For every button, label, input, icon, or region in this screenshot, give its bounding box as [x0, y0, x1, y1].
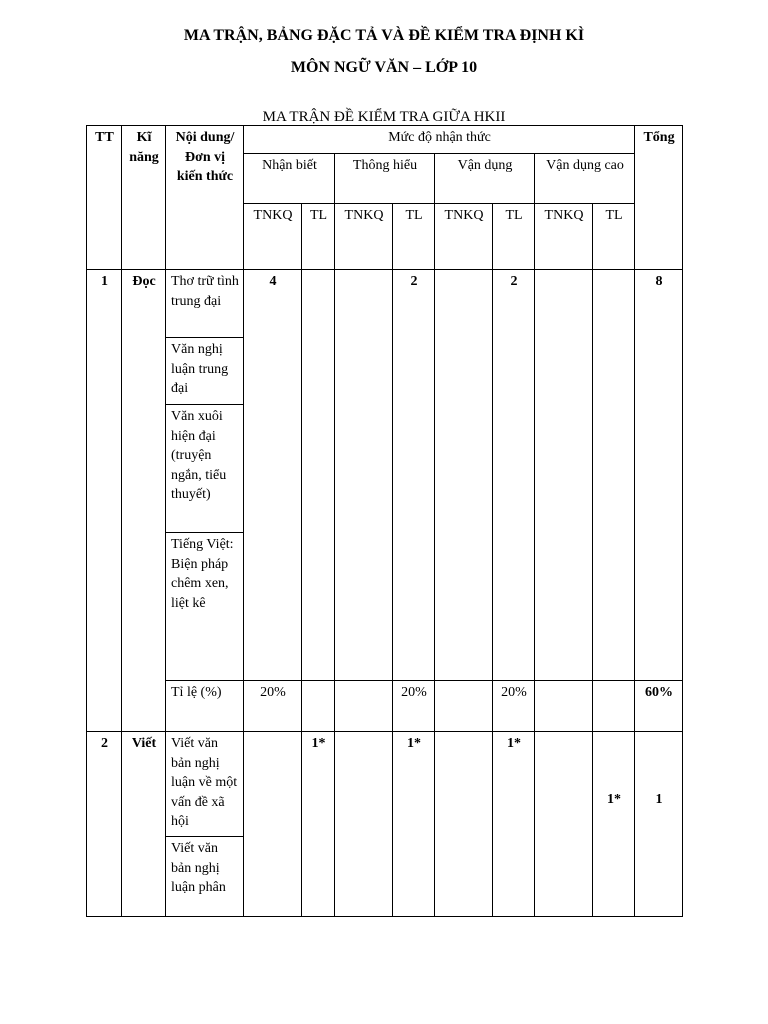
- section1-content-4: Tiếng Việt: Biện pháp chêm xen, liệt kê: [166, 533, 244, 681]
- section2-content-1: Viết văn bản nghị luận về một vấn đề xã hội: [166, 732, 244, 837]
- section2-vd-tnkq: [435, 732, 493, 917]
- document-title: MA TRẬN, BẢNG ĐẶC TẢ VÀ ĐỀ KIỂM TRA ĐỊNH KÌ: [183, 27, 585, 44]
- section2-skill: Viết: [122, 732, 166, 917]
- section1-ratio-vd-tl: 20%: [493, 681, 535, 732]
- section1-ratio-label: Tỉ lệ (%): [166, 681, 244, 732]
- section1-th-tnkq: [335, 270, 393, 681]
- header-sub-tnkq: TNKQ: [535, 204, 593, 270]
- table-title: MA TRẬN ĐỀ KIỂM TRA GIỮA HKII: [262, 109, 506, 125]
- section1-vdc-tnkq: [535, 270, 593, 681]
- section1-skill: Đọc: [122, 270, 166, 732]
- section1-vd-tl: 2: [493, 270, 535, 681]
- header-level-thong-hieu: Thông hiểu: [335, 154, 435, 204]
- section2-vdc-tnkq: [535, 732, 593, 917]
- section1-content-1: Thơ trữ tình trung đại: [166, 270, 244, 338]
- header-sub-tl: TL: [302, 204, 335, 270]
- section2-th-tnkq: [335, 732, 393, 917]
- header-sub-tnkq: TNKQ: [435, 204, 493, 270]
- section2-content-2: Viết văn bản nghị luận phân: [166, 837, 244, 917]
- header-sub-tl: TL: [493, 204, 535, 270]
- header-tt: TT: [87, 126, 122, 270]
- header-cognitive-level: Mức độ nhận thức: [244, 126, 635, 154]
- section1-ratio-vdc-tnkq: [535, 681, 593, 732]
- section1-tt: 1: [87, 270, 122, 732]
- section2-vd-tl: 1*: [493, 732, 535, 917]
- section2-nb-tnkq: [244, 732, 302, 917]
- section2-vdc-tl: 1*: [593, 732, 635, 917]
- assessment-matrix-table: [86, 125, 683, 917]
- section2-nb-tl: 1*: [302, 732, 335, 917]
- header-total: Tổng: [635, 126, 683, 270]
- section1-content-3: Văn xuôi hiện đại (truyện ngắn, tiểu thuyết): [166, 405, 244, 533]
- section1-ratio-vdc-tl: [593, 681, 635, 732]
- section1-total: 8: [635, 270, 683, 681]
- header-content: Nội dung/Đơn vị kiến thức: [166, 126, 244, 270]
- section2-total: 1: [635, 732, 683, 917]
- header-sub-tnkq: TNKQ: [335, 204, 393, 270]
- header-skill: Kĩ năng: [122, 126, 166, 270]
- section1-nb-tnkq: 4: [244, 270, 302, 681]
- section1-ratio-nb-tnkq: 20%: [244, 681, 302, 732]
- section2-th-tl: 1*: [393, 732, 435, 917]
- header-level-van-dung-cao: Vận dụng cao: [535, 154, 635, 204]
- section1-content-2: Văn nghị luận trung đại: [166, 338, 244, 405]
- section2-tt: 2: [87, 732, 122, 917]
- section1-ratio-nb-tl: [302, 681, 335, 732]
- section1-ratio-th-tnkq: [335, 681, 393, 732]
- header-sub-tl: TL: [393, 204, 435, 270]
- header-level-nhan-biet: Nhận biết: [244, 154, 335, 204]
- section1-vd-tnkq: [435, 270, 493, 681]
- section1-ratio-th-tl: 20%: [393, 681, 435, 732]
- header-sub-tnkq: TNKQ: [244, 204, 302, 270]
- section1-vdc-tl: [593, 270, 635, 681]
- header-sub-tl: TL: [593, 204, 635, 270]
- document-subtitle: MÔN NGỮ VĂN – LỚP 10: [290, 59, 478, 76]
- section1-nb-tl: [302, 270, 335, 681]
- section1-ratio-vd-tnkq: [435, 681, 493, 732]
- header-level-van-dung: Vận dụng: [435, 154, 535, 204]
- section1-ratio-total: 60%: [635, 681, 683, 732]
- section1-th-tl: 2: [393, 270, 435, 681]
